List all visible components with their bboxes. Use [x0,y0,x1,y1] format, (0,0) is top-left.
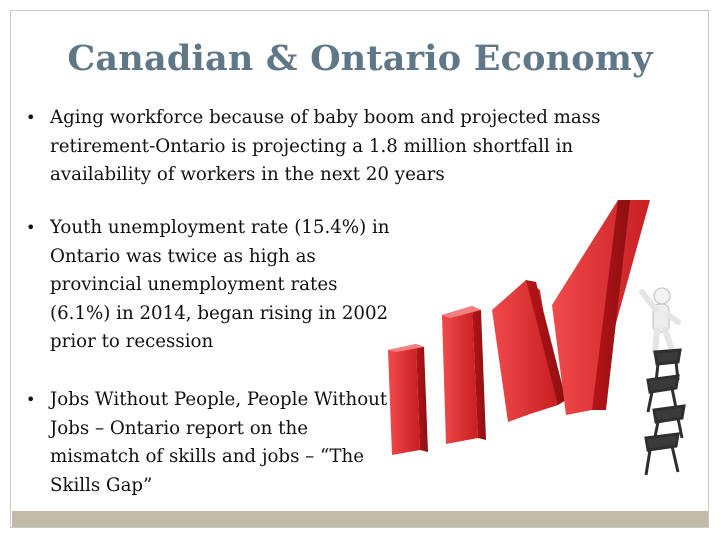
bullet-text: Aging workforce because of baby boom and projected mass retirement-Ontario is projecting a 1.8 million shortfall in availability of workers in the next 20 years [50,107,601,185]
bar-1 [388,344,428,455]
bullet-item [26,104,660,190]
bullet-item [26,386,400,500]
footer-bar [12,511,708,527]
stacked-chairs [646,350,684,475]
bullet-item [26,214,400,357]
bullet-marker: • [26,390,36,409]
bullet-marker: • [26,108,36,127]
bullet-text: Jobs Without People, People Without Jobs – Ontario report on the mismatch of skills and jobs – “The Skills Gap” [50,389,388,496]
climbing-figure [642,288,678,352]
slide-title: Canadian & Ontario Economy [67,38,653,79]
bar-2 [442,306,486,444]
bullet-text: Youth unemployment rate (15.4%) in Ontario was twice as high as provincial unemployment rates (6.1%) in 2014, began rising in 2002 prior to recession [50,217,390,352]
bar-graph-with-climbing-figure-illustration [380,200,710,500]
bullet-marker: • [26,218,36,237]
bar-4 [552,200,650,415]
